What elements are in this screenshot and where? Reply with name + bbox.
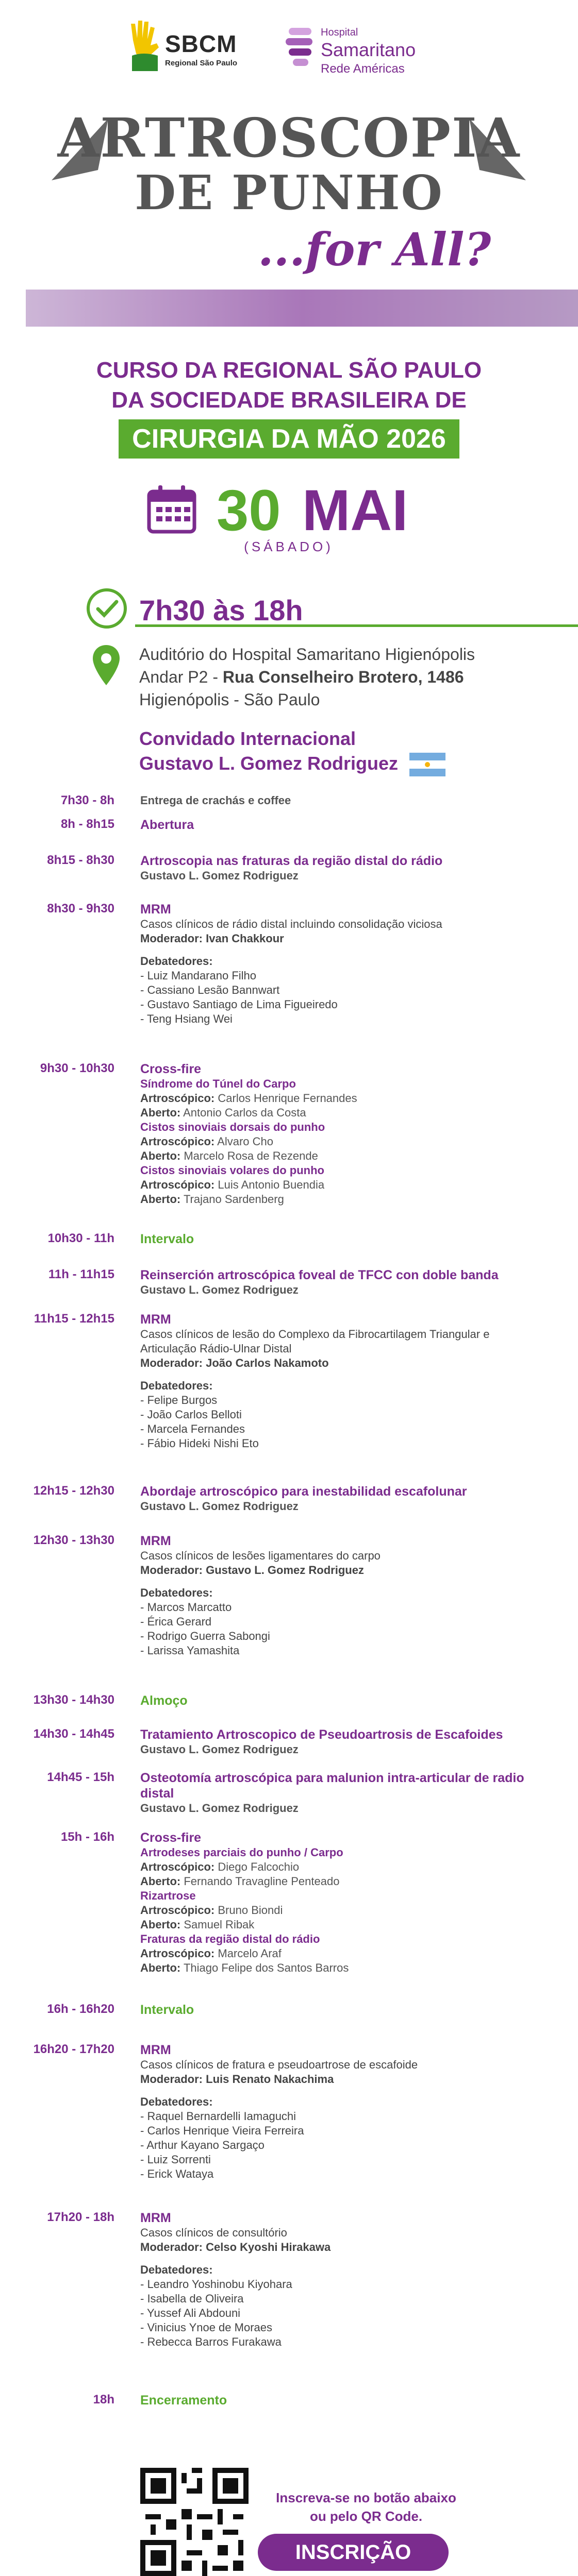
- row-time: 14h45 - 15h: [47, 1770, 114, 1784]
- debater: - Raquel Bernardelli Iamaguchi: [140, 2110, 296, 2123]
- row-time: 7h30 - 8h: [60, 793, 114, 807]
- row-time: 11h15 - 12h15: [34, 1312, 114, 1326]
- header-logos: [0, 15, 578, 77]
- guest-name: Gustavo L. Gomez Rodriguez: [139, 751, 500, 776]
- row-speaker: Gustavo L. Gomez Rodriguez: [140, 1802, 299, 1815]
- course-line1: CURSO DA REGIONAL SÃO PAULO: [96, 358, 482, 383]
- row-speaker: Gustavo L. Gomez Rodriguez: [140, 1743, 299, 1756]
- block-title: Cistos sinoviais dorsais do punho: [140, 1121, 325, 1133]
- block-title: Rizartrose: [140, 1889, 196, 1902]
- debater: - Luiz Mandarano Filho: [140, 969, 257, 982]
- course-line2: DA SOCIEDADE BRASILEIRA DE: [111, 387, 467, 413]
- row-time: 12h30 - 13h30: [33, 1533, 114, 1547]
- row-moderator: Moderador: Gustavo L. Gomez Rodriguez: [140, 1564, 364, 1577]
- row-debaters-label: Debatedores:: [140, 1586, 213, 1599]
- row-debaters-label: Debatedores:: [140, 1379, 213, 1392]
- row-time: 10h30 - 11h: [47, 1231, 114, 1245]
- row-title: MRM: [140, 1312, 171, 1327]
- date-day: 30: [217, 478, 281, 543]
- row-desc: Casos clínicos de lesão do Complexo da Fibrocartilagem Triangular e Articulação Rádio-Ulnar Distal: [140, 1328, 490, 1355]
- debater: - Felipe Burgos: [140, 1394, 218, 1406]
- row-time: 15h - 16h: [60, 1830, 114, 1844]
- row-title: Cross-fire: [140, 1062, 202, 1076]
- hospital-small: Hospital: [321, 27, 358, 38]
- course-line3: CIRURGIA DA MÃO 2026: [119, 419, 459, 459]
- debater: - Carlos Henrique Vieira Ferreira: [140, 2124, 304, 2137]
- block-title: Síndrome do Túnel do Carpo: [140, 1077, 296, 1090]
- row-time: 13h30 - 14h30: [33, 1693, 114, 1707]
- hero-title-line1: ARTROSCOPIA: [57, 106, 521, 170]
- row-title: MRM: [140, 1534, 171, 1548]
- sbcm-logo: [128, 15, 262, 77]
- debater: - Marcela Fernandes: [140, 1422, 245, 1435]
- row-desc: Casos clínicos de rádio distal incluindo consolidação viciosa: [140, 918, 442, 930]
- hand-icon: [128, 20, 160, 72]
- debater: - Arthur Kayano Sargaço: [140, 2139, 265, 2151]
- event-time-place: [0, 582, 578, 721]
- hero-bar: [26, 290, 578, 327]
- address-line: Andar P2 - Rua Conselheiro Brotero, 1486: [139, 668, 464, 686]
- debater: - Isabella de Oliveira: [140, 2292, 244, 2305]
- row-desc: Casos clínicos de consultório: [140, 2226, 287, 2239]
- samaritano-symbol-icon: [285, 25, 316, 71]
- cta-text: Inscreva-se no botão abaixo ou pelo QR Code.: [276, 2490, 456, 2524]
- registration: [0, 2468, 578, 2576]
- venue: Auditório do Hospital Samaritano Higienópolis: [139, 645, 475, 664]
- row-desc: Casos clínicos de lesões ligamentares do carpo: [140, 1549, 381, 1562]
- row-moderator: Moderador: Ivan Chakkour: [140, 932, 284, 945]
- debater: - Erick Wataya: [140, 2167, 214, 2180]
- debater: - Yussef Ali Abdouni: [140, 2307, 241, 2319]
- row-title: Encerramento: [140, 2393, 227, 2408]
- row-title: Entrega de crachás e coffee: [140, 794, 291, 807]
- guest-label: Convidado Internacional: [139, 728, 356, 749]
- row-time: 11h - 11h15: [48, 1267, 114, 1281]
- debater: - Larissa Yamashita: [140, 1644, 240, 1657]
- row-time: 9h30 - 10h30: [40, 1061, 114, 1075]
- course-title: [0, 355, 578, 459]
- row-title: Osteotomía artroscópica para malunion intra-articular de radio distal: [140, 1771, 524, 1801]
- row-title: MRM: [140, 2211, 171, 2225]
- row-debaters-label: Debatedores:: [140, 955, 213, 968]
- row-title: MRM: [140, 902, 171, 917]
- row-title: Artroscopia nas fraturas da região distal do rádio: [140, 854, 443, 868]
- debater: - Vinicius Ynoe de Moraes: [140, 2321, 272, 2334]
- row-debaters-label: Debatedores:: [140, 2263, 213, 2276]
- row-title: Abordaje artroscópico para inestabilidad escafolunar: [140, 1484, 467, 1499]
- debater: - Teng Hsiang Wei: [140, 1012, 233, 1025]
- row-speaker: Gustavo L. Gomez Rodriguez: [140, 1283, 299, 1296]
- row-time: 16h20 - 17h20: [33, 2042, 114, 2056]
- block-title: Cistos sinoviais volares do punho: [140, 1164, 324, 1177]
- debater: - Marcos Marcatto: [140, 1601, 232, 1614]
- row-time: 8h - 8h15: [60, 817, 114, 831]
- calendar-icon: [147, 484, 196, 534]
- debater: - Luiz Sorrenti: [140, 2153, 211, 2166]
- sbcm-name: SBCM: [165, 30, 237, 57]
- row-moderator: Moderador: Celso Kyoshi Hirakawa: [140, 2241, 331, 2253]
- date-month: MAI: [302, 478, 408, 543]
- event-time: 7h30 às 18h: [139, 594, 303, 626]
- row-title: Abertura: [140, 818, 194, 832]
- debater: - Leandro Yoshinobu Kiyohara: [140, 2278, 292, 2291]
- hospital-logo: [285, 21, 460, 77]
- row-time: 8h30 - 9h30: [47, 902, 114, 916]
- hero-tagline: ...for All?: [258, 223, 491, 276]
- hospital-sub: Rede Américas: [321, 62, 405, 76]
- qr-code-icon[interactable]: [140, 2468, 249, 2576]
- debater: - Érica Gerard: [140, 1615, 212, 1628]
- row-title: Cross-fire: [140, 1831, 202, 1845]
- event-date: [0, 474, 578, 562]
- row-desc: Casos clínicos de fratura e pseudoartrose de escafoide: [140, 2058, 418, 2071]
- row-title: MRM: [140, 2043, 171, 2057]
- row-speaker: Gustavo L. Gomez Rodriguez: [140, 869, 299, 882]
- debater: - Rodrigo Guerra Sabongi: [140, 1630, 270, 1642]
- block-title: Artrodeses parciais do punho / Carpo: [140, 1846, 343, 1859]
- row-title: Intervalo: [140, 1232, 194, 1246]
- sbcm-sub: Regional São Paulo: [165, 59, 238, 67]
- row-time: 16h - 16h20: [47, 2002, 114, 2016]
- row-moderator: Moderador: João Carlos Nakamoto: [140, 1357, 329, 1369]
- row-moderator: Moderador: Luis Renato Nakachima: [140, 2073, 334, 2086]
- argentina-flag-icon: [409, 753, 445, 776]
- debater: - João Carlos Belloti: [140, 1408, 242, 1421]
- row-debaters-label: Debatedores:: [140, 2095, 213, 2108]
- row-time: 14h30 - 14h45: [33, 1727, 114, 1741]
- row-time: 12h15 - 12h30: [33, 1484, 114, 1498]
- location-pin-icon: [91, 644, 122, 686]
- date-weekday: (SÁBADO): [244, 539, 334, 554]
- debater: - Rebecca Barros Furakawa: [140, 2335, 282, 2348]
- debater: - Gustavo Santiago de Lima Figueiredo: [140, 998, 338, 1011]
- debater: - Cassiano Lesão Bannwart: [140, 984, 280, 996]
- event-address: [139, 643, 475, 711]
- row-title: Intervalo: [140, 2003, 194, 2017]
- row-title: Reinserción artroscópica foveal de TFCC con doble banda: [140, 1268, 499, 1282]
- hero: [0, 88, 578, 330]
- row-time: 18h: [93, 2393, 114, 2406]
- guest-speaker: [139, 726, 500, 776]
- block-title: Fraturas da região distal do rádio: [140, 1933, 320, 1945]
- hero-title-line2: DE PUNHO: [135, 165, 443, 221]
- registration-button[interactable]: INSCRIÇÃO: [258, 2534, 449, 2571]
- debater: - Fábio Hideki Nishi Eto: [140, 1437, 259, 1450]
- row-title: Tratamiento Artroscopico de Pseudoartrosis de Escafoides: [140, 1727, 503, 1742]
- hospital-name: Samaritano: [321, 39, 416, 60]
- city: Higienópolis - São Paulo: [139, 690, 320, 709]
- clock-check-icon: [86, 587, 128, 630]
- row-time: 17h20 - 18h: [47, 2210, 114, 2224]
- row-title: Almoço: [140, 1693, 188, 1708]
- row-speaker: Gustavo L. Gomez Rodriguez: [140, 1500, 299, 1513]
- row-time: 8h15 - 8h30: [47, 853, 114, 867]
